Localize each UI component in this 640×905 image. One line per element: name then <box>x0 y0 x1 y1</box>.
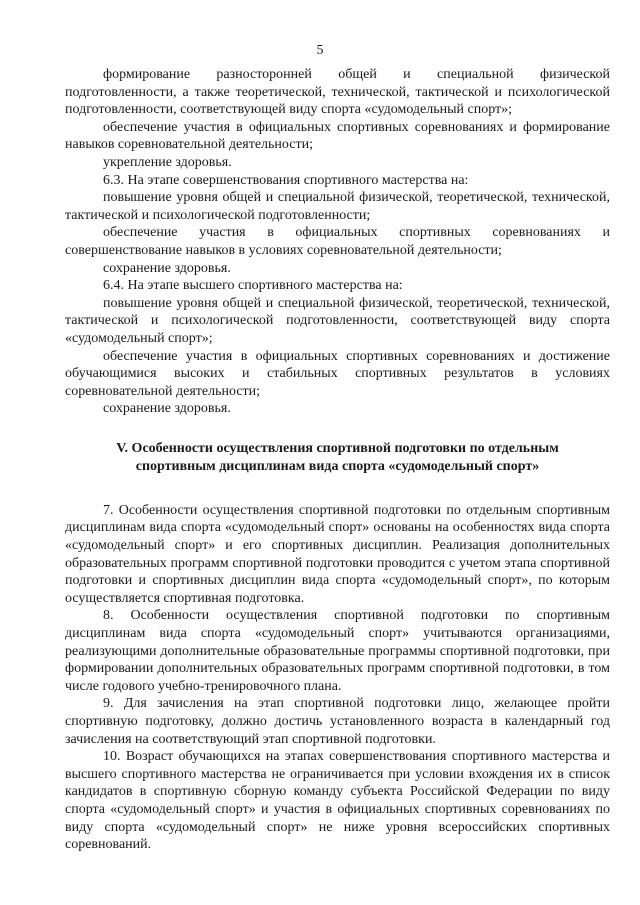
paragraph-stage-6-4: 6.4. На этапе высшего спортивного мастерства на: <box>103 278 403 294</box>
paragraph-level-increase: повышение уровня общей и специальной физической, теоретической, технической, тактической и психологической подготовленности; <box>65 190 610 223</box>
section-heading: V. Особенности осуществления спортивной подготовки по отдельным спортивным дисциплинам вида спорта «судомодельный спорт» <box>116 440 559 474</box>
page-number: 5 <box>316 43 324 58</box>
paragraph-competition-participation: обеспечение участия в официальных спортивных соревнованиях и формирование навыков соревновательной деятельности; <box>65 119 610 153</box>
paragraph-item-8: 8. Особенности осуществления спортивной подготовки по спортивным дисциплинам вида спорта «судомодельный спорт» учитываются организациями, реализующими дополнительные образовательные программы спортивной подготовки, при формировании дополнительных образовательных программ спортивной подготовки, в том числе годового учебно-тренировочного плана. <box>65 608 610 694</box>
paragraph-health-preservation: сохранение здоровья. <box>103 260 231 276</box>
paragraph-health-preservation-2: сохранение здоровья. <box>103 401 231 417</box>
paragraph-stage-6-3: 6.3. На этапе совершенствования спортивного мастерства на: <box>103 172 469 188</box>
paragraph-high-results: обеспечение участия в официальных спортивных соревнованиях и достижение обучающимися высоких и стабильных спортивных результатов в условиях соревновательной деятельности; <box>65 348 610 399</box>
paragraph-health-strengthening: укрепление здоровья. <box>103 154 232 170</box>
paragraph-item-10: 10. Возраст обучающихся на этапах совершенствования спортивного мастерства и высшего спортивного мастерства не ограничивается при условии вхождения их в список кандидатов в спортивную сборную команду субъекта Российской Федерации по виду спорта «судомодельный спорт» и участия в официальных спортивных соревнованиях по виду спорта «судомодельный спорт» не ниже уровня всероссийских спортивных соревнований. <box>65 749 610 853</box>
paragraph-competition-improvement: обеспечение участия в официальных спортивных соревнованиях и совершенствование навыков в условиях соревновательной деятельности; <box>65 225 610 258</box>
paragraph-higher-level-increase: повышение уровня общей и специальной физической, теоретической, технической, тактической и психологической подготовленности, соответствующей виду спорта «судомодельный спорт»; <box>65 295 610 346</box>
document-body <box>65 66 610 854</box>
paragraph-physical-preparation: формирование разносторонней общей и специальной физической подготовленности, а также теоретической, технической, тактической и психологической подготовленности, соответствующей виду спорта «судомодельный спорт»; <box>65 67 610 118</box>
paragraph-item-7: 7. Особенности осуществления спортивной подготовки по отдельным спортивным дисциплинам вида спорта «судомодельный спорт» основаны на особенностях вида спорта «судомодельный спорт» и его спортивных дисциплин. Реализация дополнительных образовательных программ спортивной подготовки проводится с учетом этапа спортивной подготовки и спортивных дисциплин вида спорта «судомодельный спорт», по которым осуществляется спортивная подготовка. <box>65 502 610 606</box>
paragraph-item-9: 9. Для зачисления на этап спортивной подготовки лицо, желающее пройти спортивную подготовку, должно достичь установленного возраста в календарный год зачисления на соответствующий этап спортивной подготовки. <box>65 696 610 747</box>
